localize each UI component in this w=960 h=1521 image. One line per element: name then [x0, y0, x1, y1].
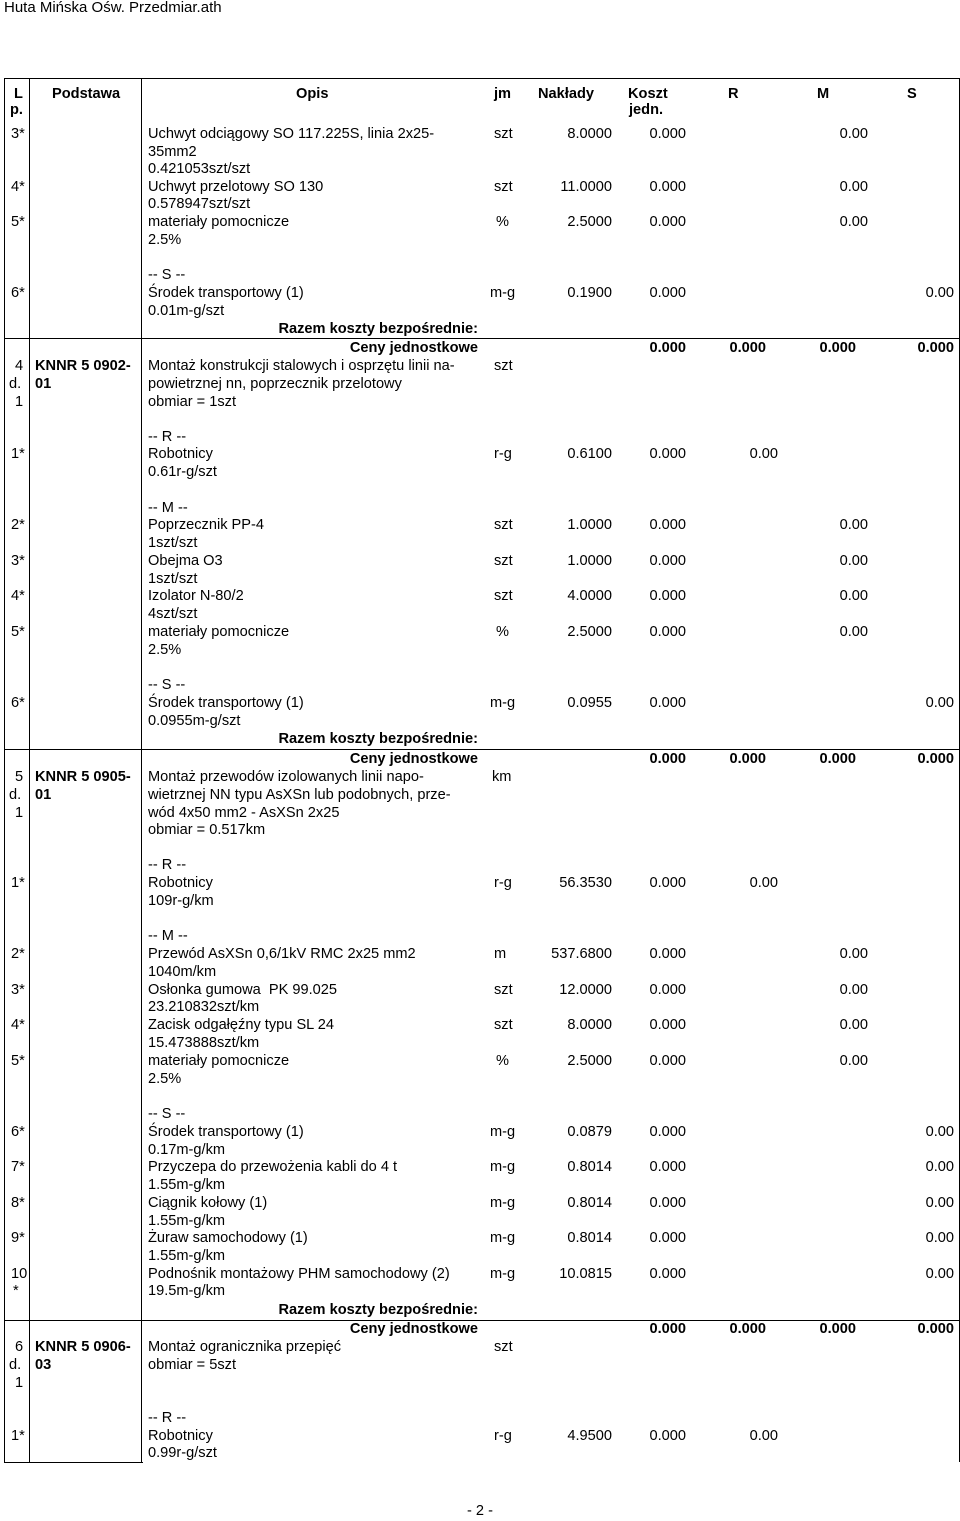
item-unit-price: 0.000: [649, 446, 686, 462]
group-s-label: -- S --: [148, 677, 186, 693]
item-norm: 1.55m-g/km: [148, 1213, 226, 1229]
item-unit-price: 0.000: [649, 1428, 686, 1444]
item-unit-price: 0.000: [649, 126, 686, 142]
item-lp: 6*: [11, 1124, 25, 1140]
item-unit-price: 0.000: [649, 1053, 686, 1069]
position-code-cont: 01: [35, 787, 52, 803]
item-description: Środek transportowy (1): [148, 285, 304, 301]
item-unit: %: [496, 214, 509, 230]
total-sum: 0.000: [917, 340, 954, 356]
unit-prices-label: Ceny jednostkowe: [349, 1321, 478, 1337]
item-unit-price: 0.000: [649, 553, 686, 569]
total-m: 0.000: [729, 1321, 766, 1337]
item-quantity: 0.1900: [567, 285, 612, 301]
item-unit-price: 0.000: [649, 1230, 686, 1246]
item-unit: szt: [494, 179, 513, 195]
item-unit: szt: [494, 517, 513, 533]
item-lp: 4*: [11, 1017, 25, 1033]
item-description: materiały pomocnicze: [148, 214, 290, 230]
total-sum: 0.000: [917, 1321, 954, 1337]
total-sum: 0.000: [917, 751, 954, 767]
table-top-border: [4, 78, 959, 79]
item-norm: 1040m/km: [148, 964, 217, 980]
item-unit: %: [496, 1053, 509, 1069]
item-value: 0.00: [839, 982, 868, 998]
position-obmiar: obmiar = 0.517km: [148, 822, 266, 838]
item-description: Poprzecznik PP-4: [148, 517, 264, 533]
total-r: 0.000: [649, 1321, 686, 1337]
item-value: 0.00: [839, 214, 868, 230]
item-unit: szt: [494, 588, 513, 604]
item-quantity: 4.0000: [567, 588, 612, 604]
item-quantity: 2.5000: [567, 214, 612, 230]
item-unit-price: 0.000: [649, 624, 686, 640]
position-one: 1: [15, 805, 24, 821]
item-quantity: 1.0000: [567, 517, 612, 533]
item-unit-price: 0.000: [649, 875, 686, 891]
position-code-cont: 01: [35, 376, 52, 392]
item-unit: m-g: [490, 1266, 516, 1282]
item-unit: m: [494, 946, 507, 962]
item-unit: szt: [494, 982, 513, 998]
item-value: 0.00: [925, 1266, 954, 1282]
item-unit: szt: [494, 126, 513, 142]
item-lp: 1*: [11, 446, 25, 462]
item-unit-price: 0.000: [649, 179, 686, 195]
item-description: Robotnicy: [148, 875, 213, 891]
group-s-label: -- S --: [148, 267, 186, 283]
direct-costs-label: Razem koszty bezpośrednie:: [278, 731, 478, 747]
item-description: Robotnicy: [148, 1428, 213, 1444]
item-lp: 7*: [11, 1159, 25, 1175]
item-unit: r-g: [494, 1428, 512, 1444]
position-number: 6: [15, 1339, 24, 1355]
item-norm: 23.210832szt/km: [148, 999, 260, 1015]
position-unit: szt: [494, 1339, 513, 1355]
item-description-cont: 35mm2: [148, 144, 197, 160]
item-norm: 0.01m-g/szt: [148, 303, 225, 319]
item-description: Robotnicy: [148, 446, 213, 462]
row-divider: [4, 338, 959, 339]
item-description: Środek transportowy (1): [148, 695, 304, 711]
header-r: R: [728, 86, 739, 102]
item-norm: 2.5%: [148, 642, 182, 658]
item-unit-price: 0.000: [649, 982, 686, 998]
item-quantity: 1.0000: [567, 553, 612, 569]
item-unit: m-g: [490, 1195, 516, 1211]
item-value: 0.00: [839, 1053, 868, 1069]
group-r-label: -- R --: [148, 1410, 187, 1426]
item-lp: 1*: [11, 875, 25, 891]
position-obmiar: obmiar = 1szt: [148, 394, 237, 410]
item-unit-price: 0.000: [649, 695, 686, 711]
item-lp: 5*: [11, 624, 25, 640]
item-unit: szt: [494, 553, 513, 569]
item-description: Osłonka gumowa PK 99.025: [148, 982, 338, 998]
item-lp: 2*: [11, 946, 25, 962]
position-d: d.: [9, 787, 22, 803]
position-d: d.: [9, 1357, 22, 1373]
header-naklady: Nakłady: [538, 86, 594, 102]
item-unit-price: 0.000: [649, 1159, 686, 1175]
header-jm: jm: [494, 86, 512, 102]
item-unit: m-g: [490, 1230, 516, 1246]
direct-costs-label: Razem koszty bezpośrednie:: [278, 1302, 478, 1318]
total-s: 0.000: [819, 1321, 856, 1337]
position-code: KNNR 5 0902-: [35, 358, 131, 374]
table-left-border: [4, 78, 5, 1462]
item-quantity: 56.3530: [559, 875, 612, 891]
page-number: - 2 -: [467, 1503, 493, 1519]
item-unit: m-g: [490, 695, 516, 711]
item-value: 0.00: [839, 553, 868, 569]
item-lp: 5*: [11, 1053, 25, 1069]
item-description: Uchwyt przelotowy SO 130: [148, 179, 324, 195]
item-unit: r-g: [494, 875, 512, 891]
item-description: Przewód AsXSn 0,6/1kV RMC 2x25 mm2: [148, 946, 416, 962]
item-norm: 15.473888szt/km: [148, 1035, 260, 1051]
item-lp: 5*: [11, 214, 25, 230]
item-lp-cont: *: [13, 1283, 19, 1299]
position-obmiar: obmiar = 5szt: [148, 1357, 237, 1373]
item-quantity: 0.8014: [567, 1230, 612, 1246]
item-value: 0.00: [925, 1124, 954, 1140]
item-description: Żuraw samochodowy (1): [148, 1230, 308, 1246]
item-lp: 6*: [11, 285, 25, 301]
item-value: 0.00: [839, 179, 868, 195]
group-r-label: -- R --: [148, 429, 187, 445]
item-unit-price: 0.000: [649, 517, 686, 533]
item-norm: 19.5m-g/km: [148, 1283, 226, 1299]
header-lp: L: [14, 86, 23, 102]
item-quantity: 537.6800: [551, 946, 612, 962]
item-quantity: 12.0000: [559, 982, 612, 998]
header-opis: Opis: [296, 86, 329, 102]
position-description: wód 4x50 mm2 - AsXSn 2x25: [148, 805, 340, 821]
item-description: materiały pomocnicze: [148, 1053, 290, 1069]
direct-costs-label: Razem koszty bezpośrednie:: [278, 321, 478, 337]
item-lp: 3*: [11, 126, 25, 142]
position-description: powietrznej nn, poprzecznik przelotowy: [148, 376, 402, 392]
total-m: 0.000: [729, 340, 766, 356]
position-code: KNNR 5 0905-: [35, 769, 131, 785]
item-quantity: 2.5000: [567, 624, 612, 640]
item-lp: 8*: [11, 1195, 25, 1211]
row-divider: [4, 749, 959, 750]
item-value: 0.00: [925, 1195, 954, 1211]
position-one: 1: [15, 1375, 24, 1391]
item-norm: 0.0955m-g/szt: [148, 713, 241, 729]
position-description: Montaż przewodów izolowanych linii napo-: [148, 769, 424, 785]
total-r: 0.000: [649, 340, 686, 356]
item-lp: 4*: [11, 179, 25, 195]
item-norm: 1.55m-g/km: [148, 1248, 226, 1264]
item-description: Izolator N-80/2: [148, 588, 244, 604]
item-unit-price: 0.000: [649, 285, 686, 301]
item-lp: 3*: [11, 982, 25, 998]
item-norm: 1szt/szt: [148, 535, 198, 551]
item-value: 0.00: [839, 588, 868, 604]
item-unit: m-g: [490, 285, 516, 301]
item-value: 0.00: [749, 1428, 778, 1444]
unit-prices-label: Ceny jednostkowe: [349, 340, 478, 356]
item-unit: m-g: [490, 1124, 516, 1140]
position-code-cont: 03: [35, 1357, 52, 1373]
item-norm: 1szt/szt: [148, 571, 198, 587]
row-divider: [4, 1462, 143, 1463]
item-quantity: 0.8014: [567, 1159, 612, 1175]
item-value: 0.00: [839, 1017, 868, 1033]
item-unit-price: 0.000: [649, 1124, 686, 1140]
item-description: Zacisk odgałęźny typu SL 24: [148, 1017, 335, 1033]
header-lp-2: p.: [10, 102, 23, 118]
unit-prices-label: Ceny jednostkowe: [349, 751, 478, 767]
header-s: S: [907, 86, 917, 102]
document-title: Huta Mińska Ośw. Przedmiar.ath: [4, 0, 222, 16]
item-quantity: 8.0000: [567, 1017, 612, 1033]
total-s: 0.000: [819, 340, 856, 356]
item-norm: 1.55m-g/km: [148, 1177, 226, 1193]
item-description: Obejma O3: [148, 553, 223, 569]
item-unit-price: 0.000: [649, 588, 686, 604]
column-divider-lp: [29, 78, 30, 1462]
item-value: 0.00: [839, 624, 868, 640]
position-unit: szt: [494, 358, 513, 374]
group-r-label: -- R --: [148, 857, 187, 873]
header-koszt: Koszt: [628, 86, 668, 102]
group-m-label: -- M --: [148, 928, 188, 944]
item-unit-price: 0.000: [649, 1195, 686, 1211]
position-d: d.: [9, 376, 22, 392]
position-description: Montaż ogranicznika przepięć: [148, 1339, 342, 1355]
position-description: wietrznej NN typu AsXSn lub podobnych, prze-: [148, 787, 451, 803]
item-quantity: 0.0955: [567, 695, 612, 711]
group-s-label: -- S --: [148, 1106, 186, 1122]
item-value: 0.00: [925, 695, 954, 711]
item-norm: 0.61r-g/szt: [148, 464, 217, 480]
item-lp: 9*: [11, 1230, 25, 1246]
item-description: Przyczepa do przewożenia kabli do 4 t: [148, 1159, 398, 1175]
item-quantity: 0.6100: [567, 446, 612, 462]
header-podstawa: Podstawa: [52, 86, 121, 102]
item-value: 0.00: [749, 875, 778, 891]
item-norm: 2.5%: [148, 1071, 182, 1087]
item-value: 0.00: [749, 446, 778, 462]
item-quantity: 2.5000: [567, 1053, 612, 1069]
item-value: 0.00: [839, 517, 868, 533]
item-lp: 4*: [11, 588, 25, 604]
item-lp: 6*: [11, 695, 25, 711]
item-unit: r-g: [494, 446, 512, 462]
item-unit: %: [496, 624, 509, 640]
item-quantity: 8.0000: [567, 126, 612, 142]
item-unit-price: 0.000: [649, 1017, 686, 1033]
column-divider-podstawa: [141, 78, 142, 1462]
item-norm: 4szt/szt: [148, 606, 198, 622]
item-lp: 2*: [11, 517, 25, 533]
position-unit: km: [492, 769, 512, 785]
item-value: 0.00: [925, 1230, 954, 1246]
item-lp: 1*: [11, 1428, 25, 1444]
item-value: 0.00: [839, 126, 868, 142]
item-value: 0.00: [925, 1159, 954, 1175]
item-norm: 0.99r-g/szt: [148, 1445, 217, 1461]
item-quantity: 10.0815: [559, 1266, 612, 1282]
item-unit-price: 0.000: [649, 1266, 686, 1282]
item-norm: 109r-g/km: [148, 893, 214, 909]
position-number: 4: [15, 358, 24, 374]
position-description: Montaż konstrukcji stalowych i osprzętu linii na-: [148, 358, 455, 374]
position-one: 1: [15, 394, 24, 410]
item-norm: 0.421053szt/szt: [148, 161, 251, 177]
item-unit: m-g: [490, 1159, 516, 1175]
item-norm: 2.5%: [148, 232, 182, 248]
item-unit-price: 0.000: [649, 214, 686, 230]
item-lp: 3*: [11, 553, 25, 569]
item-description: Ciągnik kołowy (1): [148, 1195, 268, 1211]
header-koszt-2: jedn.: [629, 102, 664, 118]
item-description: Podnośnik montażowy PHM samochodowy (2): [148, 1266, 450, 1282]
group-m-label: -- M --: [148, 500, 188, 516]
total-s: 0.000: [819, 751, 856, 767]
item-norm: 0.578947szt/szt: [148, 196, 251, 212]
item-value: 0.00: [839, 946, 868, 962]
item-description: materiały pomocnicze: [148, 624, 290, 640]
item-quantity: 11.0000: [560, 179, 612, 195]
position-code: KNNR 5 0906-: [35, 1339, 131, 1355]
item-quantity: 0.0879: [567, 1124, 612, 1140]
item-lp: 10: [11, 1266, 28, 1282]
item-unit-price: 0.000: [649, 946, 686, 962]
item-value: 0.00: [925, 285, 954, 301]
item-unit: szt: [494, 1017, 513, 1033]
header-m: M: [817, 86, 830, 102]
item-quantity: 4.9500: [567, 1428, 612, 1444]
item-norm: 0.17m-g/km: [148, 1142, 226, 1158]
item-quantity: 0.8014: [567, 1195, 612, 1211]
position-number: 5: [15, 769, 24, 785]
total-m: 0.000: [729, 751, 766, 767]
total-r: 0.000: [649, 751, 686, 767]
item-description: Uchwyt odciągowy SO 117.225S, linia 2x25-: [148, 126, 435, 142]
item-description: Środek transportowy (1): [148, 1124, 304, 1140]
